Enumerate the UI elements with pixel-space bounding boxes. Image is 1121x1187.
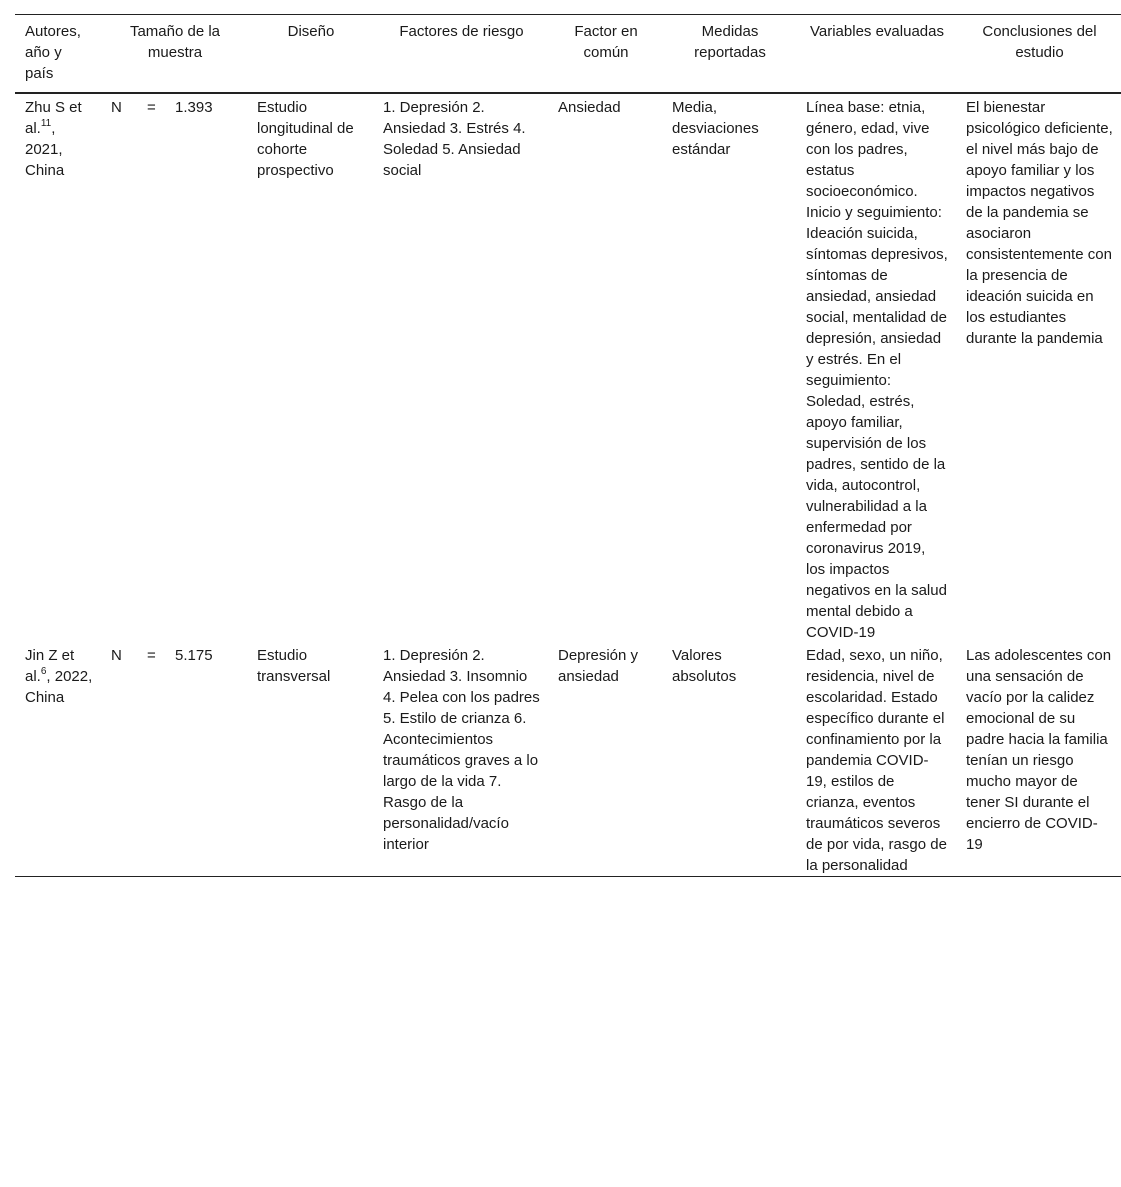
cell-authors [15,93,101,643]
studies-table [15,14,1121,877]
sample-n-label: N [111,647,122,664]
cell-variables: Edad, sexo, un niño, residencia, nivel de escolaridad. Estado específico durante el confinamiento por la pandemia COVID-19, estilos de crianza, eventos traumáticos severos de por vida, rasgo de la personalidad [806,647,947,874]
reference-number: 6 [40,666,47,677]
cell-conclusions: Las adolescentes con una sensación de vacío por la calidez emocional de su padre hacia la familia tenían un riesgo mucho mayor de tener SI durante el encierro de COVID-19 [966,647,1112,853]
table-row [15,643,1121,877]
header-row [15,15,1121,94]
cell-common-factor: Ansiedad [558,99,621,116]
cell-measures: Media, desviaciones estándar [672,99,759,158]
author-name: Jin Z et al. [25,647,75,685]
header-sample-size: Tamaño de la muestra [129,23,221,61]
table-row [15,93,1121,643]
cell-conclusions: El bienestar psicológico deficiente, el nivel más bajo de apoyo familiar y los impactos negativos de la pandemia se asociaron consistentemente con la presencia de ideación suicida en los estudiantes durante la pandemia [966,99,1113,347]
cell-risk-factors: 1. Depresión 2. Ansiedad 3. Insomnio 4. Pelea con los padres 5. Estilo de crianza 6. Acontecimientos traumáticos graves a lo largo de la vida 7. Rasgo de la personalidad/vacío interior [383,647,540,853]
header-common-factor: Factor en común [574,23,638,61]
cell-design: Estudio longitudinal de cohorte prospectivo [257,99,354,179]
sample-equals: = [147,99,156,116]
cell-sample-size [101,93,247,643]
reference-number: 11 [40,118,52,129]
author-name: Zhu S et al. [25,99,82,137]
cell-common-factor: Depresión y ansiedad [558,647,639,685]
cell-authors [15,643,101,877]
header-risk-factors: Factores de riesgo [399,23,524,40]
sample-equals: = [147,647,156,664]
sample-n-label: N [111,99,122,116]
header-design: Diseño [287,23,335,40]
sample-value: 1.393 [175,99,213,116]
author-year-country: , 2021, China [25,120,65,179]
header-measures: Medidas reportadas [694,23,766,61]
cell-design: Estudio transversal [257,647,331,685]
cell-sample-size [101,643,247,877]
author-year-country: , 2022, China [25,668,93,706]
sample-value: 5.175 [175,647,213,664]
header-conclusions: Conclusiones del estudio [982,23,1097,61]
cell-risk-factors: 1. Depresión 2. Ansiedad 3. Estrés 4. Soledad 5. Ansiedad social [383,99,526,179]
cell-variables: Línea base: etnia, género, edad, vive con los padres, estatus socioeconómico. Inicio y seguimiento: Ideación suicida, síntomas depresivos, síntomas de ansiedad, ansiedad social, mentalidad de depresión, ansiedad y estrés. En el seguimiento: Soledad, estrés, apoyo familiar, supervisión de los padres, sentido de la vida, autocontrol, vulnerabilidad a la enfermedad por coronavirus 2019, los impactos negativos en la salud mental debido a COVID-19 [806,99,948,641]
header-authors: Autores, año y país [25,23,81,82]
cell-measures: Valores absolutos [672,647,737,685]
header-variables: Variables evaluadas [810,23,944,40]
